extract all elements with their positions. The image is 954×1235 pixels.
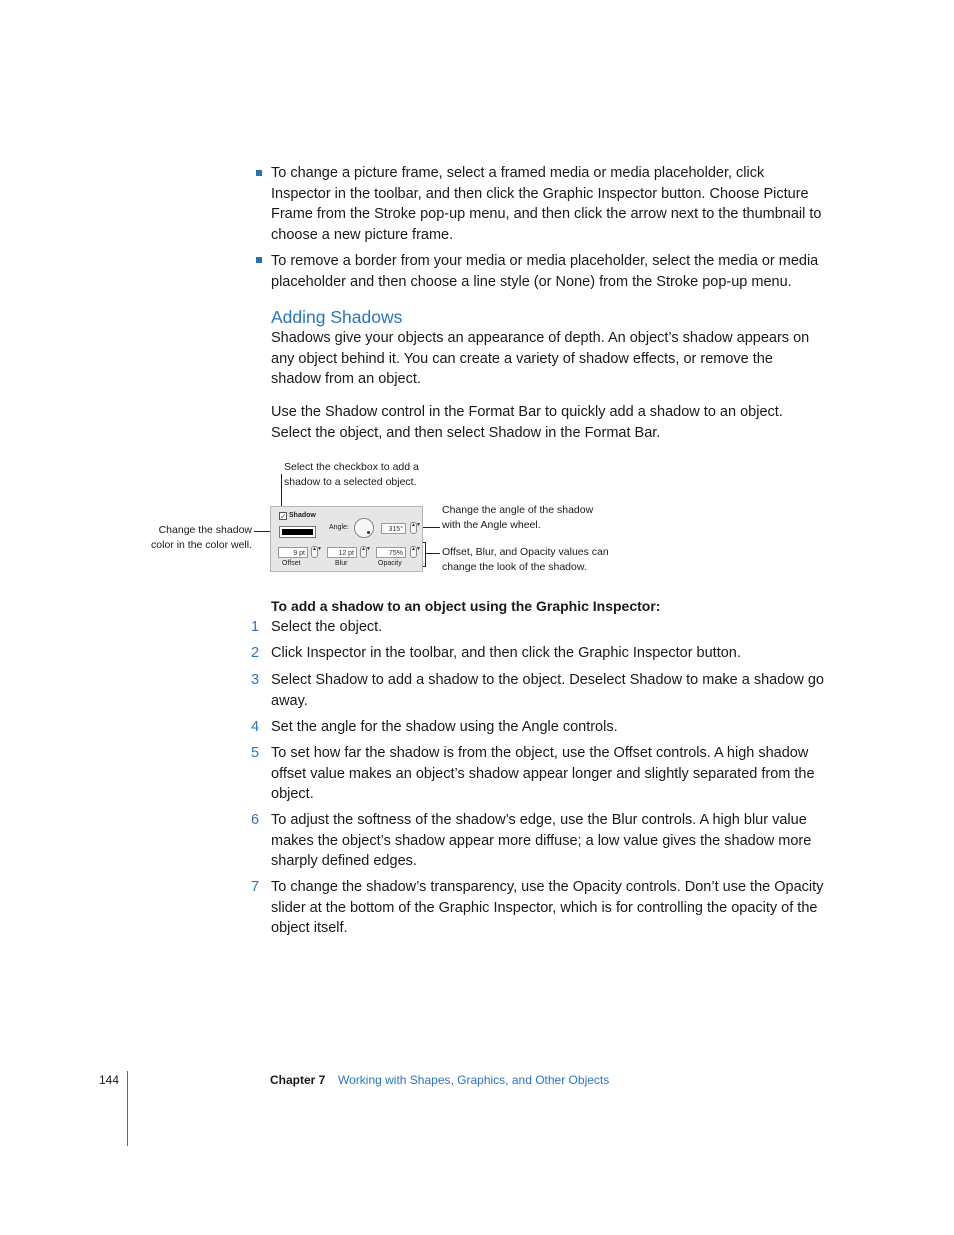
section-heading: Adding Shadows [271,307,403,327]
callout-values: Offset, Blur, and Opacity values can change the look of the shadow. [442,546,609,573]
opacity-label: Opacity [378,560,402,567]
step-text: To adjust the softness of the shadow’s edge, use the Blur controls. A high blur value makes the object’s shadow appear more diffuse; a low value gives the shadow more sharply defined edges. [271,812,812,869]
step-text: To set how far the shadow is from the object, use the Offset controls. A high shadow offset value makes an object’s shadow appear longer and slightly separated from the object. [271,745,815,802]
step-number: 3 [251,672,260,688]
step-text: Set the angle for the shadow using the Angle controls. [271,719,618,735]
offset-stepper[interactable]: ▲▼ [311,546,318,558]
bullet-marker [256,257,262,263]
page-number: 144 [99,1073,120,1087]
shadow-panel [270,506,423,572]
step-text: Click Inspector in the toolbar, and then click the Graphic Inspector button. [271,645,741,661]
step-number: 4 [251,719,260,735]
step-text: To change the shadow’s transparency, use the Opacity controls. Don’t use the Opacity slider at the bottom of the Graphic Inspector, which is for controlling the opacity of the object itself. [271,879,824,936]
task-title: To add a shadow to an object using the Graphic Inspector: [271,598,661,614]
footer-rule [127,1071,128,1146]
step-number: 6 [251,812,260,828]
angle-wheel[interactable] [354,518,374,538]
footer-chapter: Chapter 7 [270,1073,326,1087]
step-number: 1 [251,619,260,635]
bullet-item: To change a picture frame, select a framed media or media placeholder, click Inspector in the toolbar, and then click the Graphic Inspector button. Choose Picture Frame from the Stroke pop-up menu, and then click the arrow next to the thumbnail to choose a new picture frame. [271,165,822,243]
opacity-stepper[interactable]: ▲▼ [410,546,417,558]
bullet-marker [256,170,262,176]
callout-angle: Change the angle of the shadow with the Angle wheel. [442,504,594,531]
bracket-line [425,542,426,567]
angle-label: Angle: [329,524,349,531]
step-text: Select the object. [271,619,383,635]
paragraph: Use the Shadow control in the Format Bar to quickly add a shadow to an object. Select the object, and then select Shadow in the Format Bar. [271,404,783,441]
bullet-item: To remove a border from your media or media placeholder, select the media or media placeholder and then choose a line style (or None) from the Stroke pop-up menu. [271,253,819,290]
offset-label: Offset [282,560,301,567]
step-text: Select Shadow to add a shadow to the object. Deselect Shadow to make a shadow go away. [271,672,824,709]
angle-stepper[interactable]: ▲▼ [410,522,417,534]
blur-stepper[interactable]: ▲▼ [360,546,367,558]
blur-label: Blur [335,560,348,567]
shadow-label: Shadow [289,512,316,519]
callout-color: Change the shadow color in the color well. [151,524,252,551]
step-number: 7 [251,879,260,895]
step-number: 5 [251,745,260,761]
angle-field[interactable]: 315° [381,523,406,534]
opacity-field[interactable]: 75% [376,547,406,558]
bracket-line [426,553,440,554]
step-number: 2 [251,645,260,661]
blur-field[interactable]: 12 pt [327,547,357,558]
footer-chapter-title: Working with Shapes, Graphics, and Other Objects [338,1073,610,1087]
callout-checkbox: Select the checkbox to add a shadow to a selected object. [284,461,419,488]
shadow-color-well[interactable] [279,526,316,538]
paragraph: Shadows give your objects an appearance of depth. An object’s shadow appears on any object behind it. You can create a variety of shadow effects, or remove the shadow from an object. [271,330,810,387]
shadow-checkbox[interactable]: ✓ [280,512,287,521]
offset-field[interactable]: 9 pt [278,547,308,558]
